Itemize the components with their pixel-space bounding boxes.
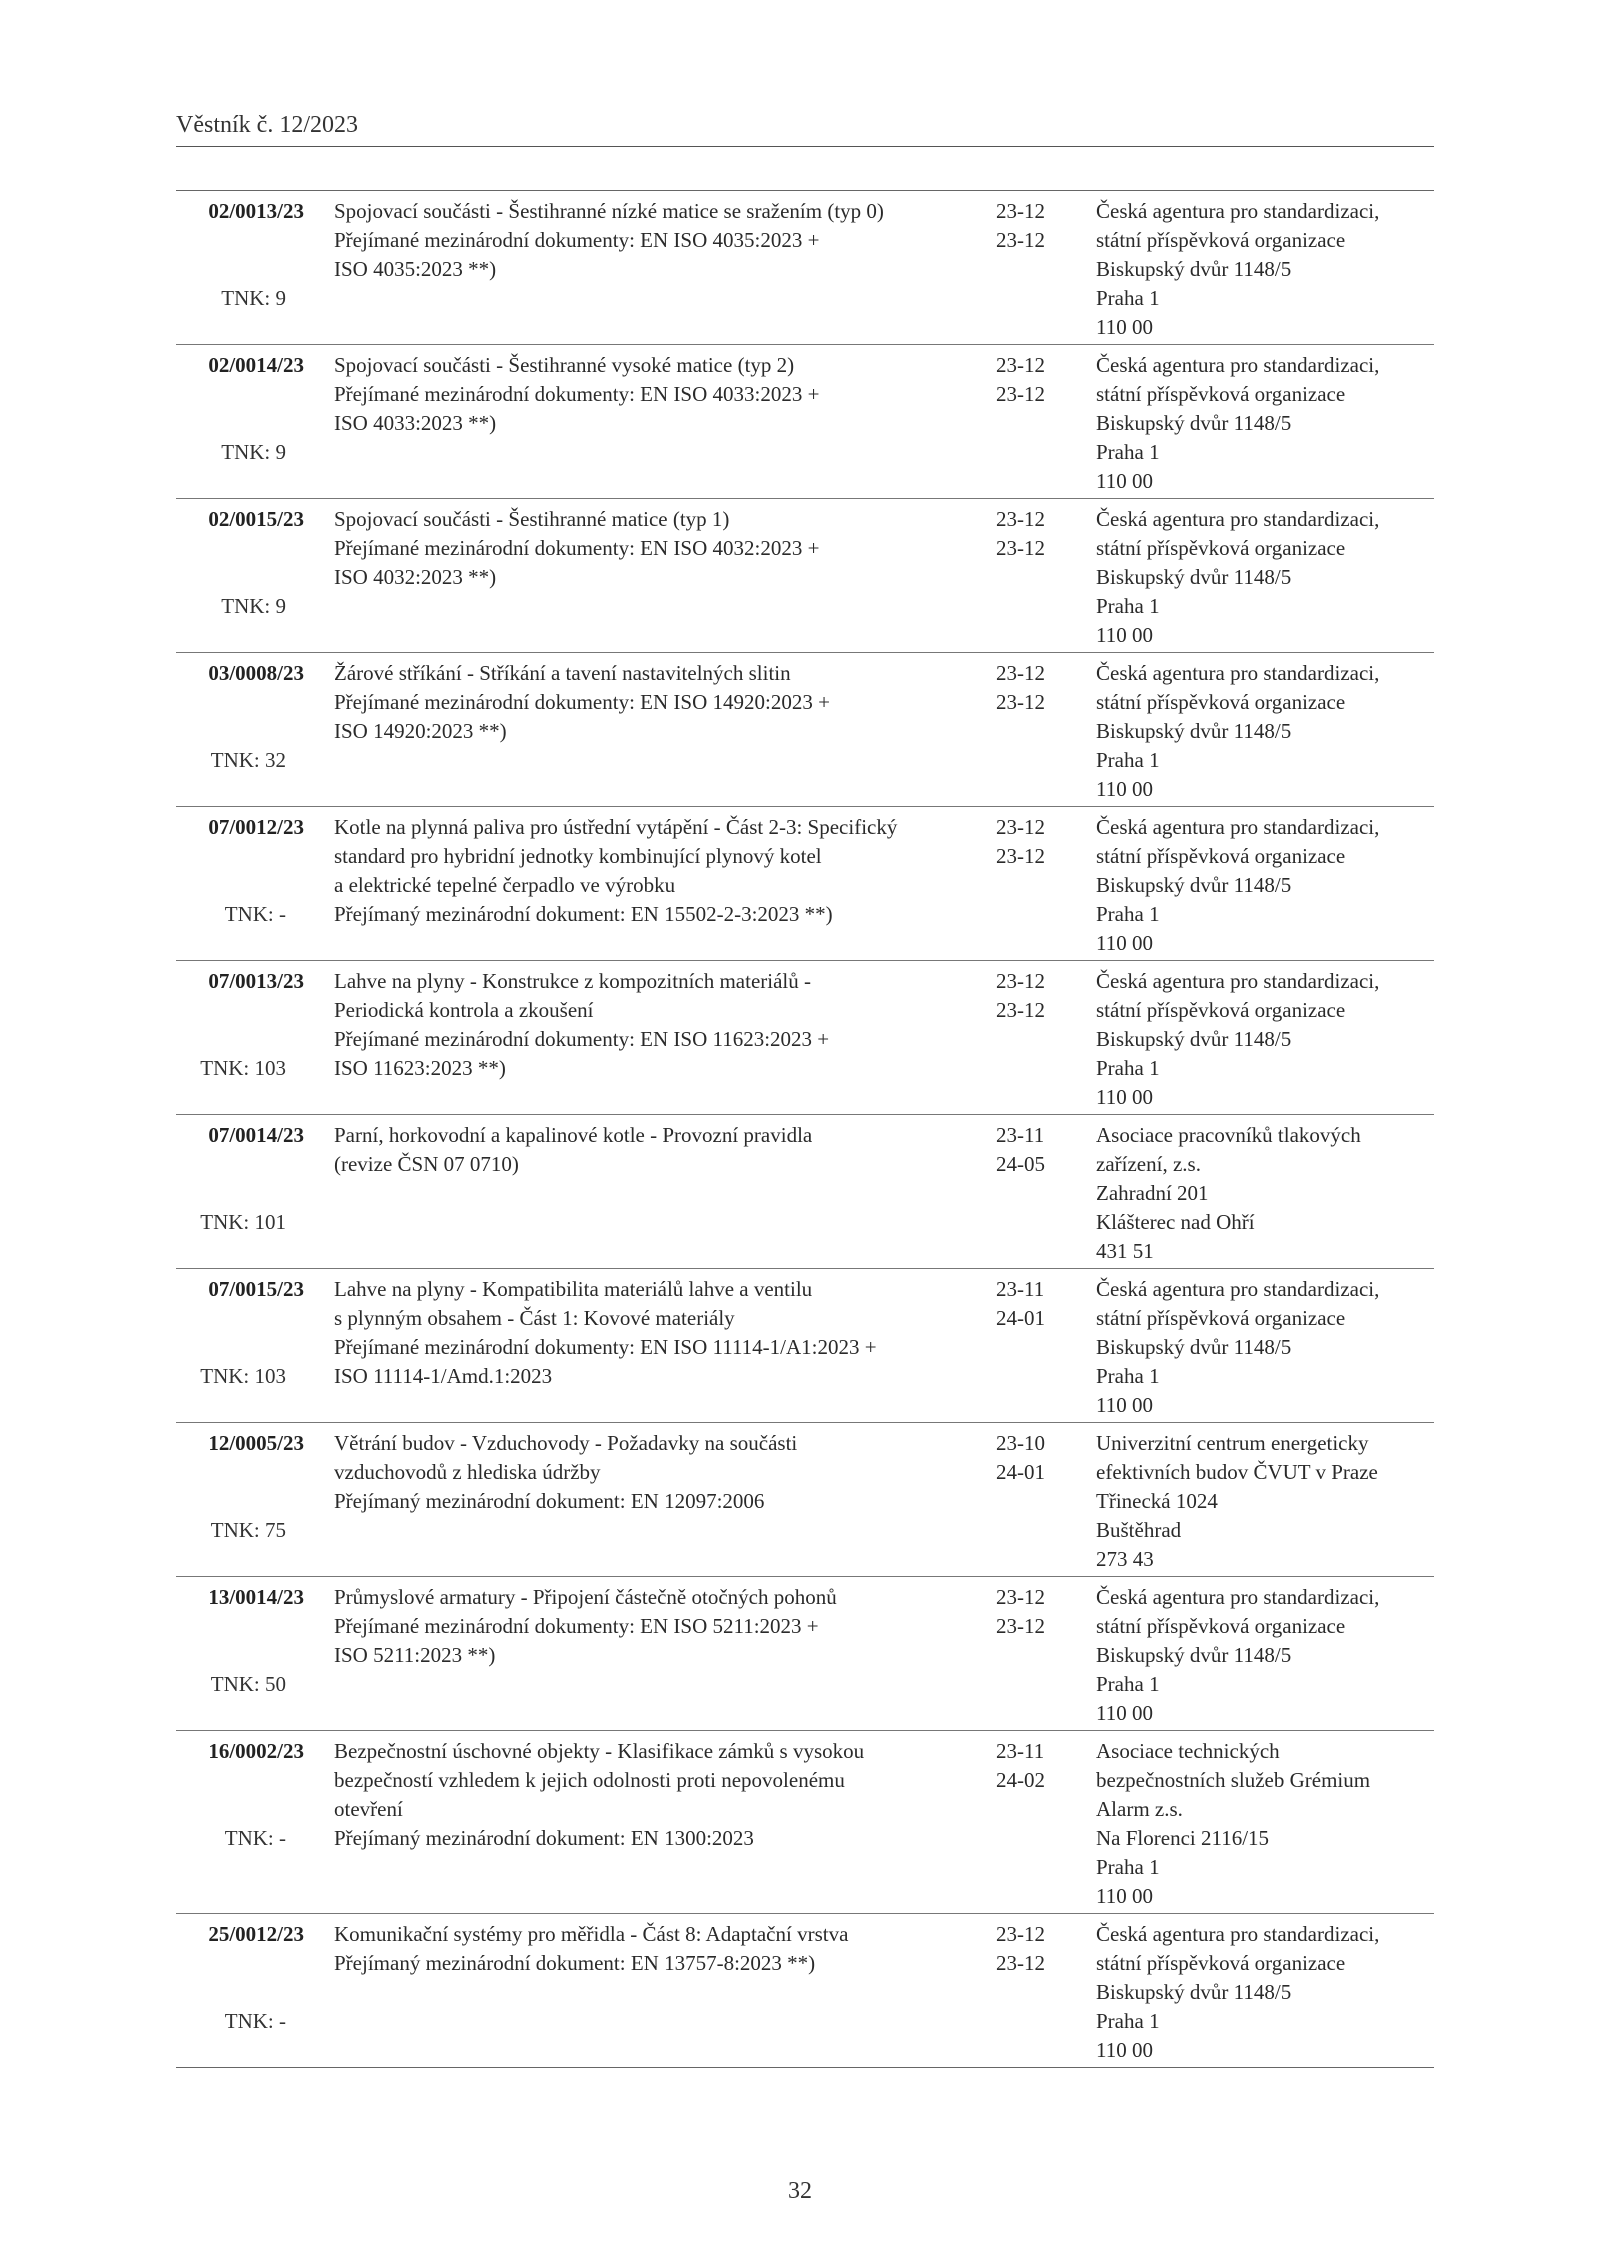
record-title-line: Průmyslové armatury - Připojení částečně otočných pohonů <box>334 1585 837 1609</box>
record-organization-line: 110 00 <box>1096 1701 1153 1725</box>
record-title <box>334 197 974 342</box>
record-date: 23-12 <box>996 1585 1045 1609</box>
page-number: 32 <box>788 2178 812 2204</box>
record-id: 02/0014/23 <box>208 353 304 377</box>
table-row <box>176 806 1434 960</box>
record-title <box>334 1583 974 1728</box>
record-organization-line: Česká agentura pro standardizaci, <box>1096 1277 1380 1301</box>
record-organization <box>1096 351 1436 496</box>
record-organization <box>1096 505 1436 650</box>
record-date: 24-01 <box>996 1460 1045 1484</box>
record-organization-line: 110 00 <box>1096 1393 1153 1417</box>
record-date: 23-12 <box>996 969 1045 993</box>
record-date: 23-12 <box>996 661 1045 685</box>
record-date: 23-11 <box>996 1277 1045 1301</box>
record-dates <box>996 1275 1066 1333</box>
record-organization-line: Zahradní 201 <box>1096 1181 1209 1205</box>
record-organization-line: 110 00 <box>1096 469 1153 493</box>
record-date: 23-12 <box>996 536 1045 560</box>
record-title-line: ISO 4032:2023 **) <box>334 565 497 589</box>
record-title <box>334 813 974 958</box>
record-organization-line: 110 00 <box>1096 2038 1153 2062</box>
record-organization-line: Praha 1 <box>1096 1364 1160 1388</box>
record-title-line: Přejímané mezinárodní dokumenty: EN ISO 5211:2023 + <box>334 1614 819 1638</box>
page-title: Věstník č. 12/2023 <box>176 112 358 138</box>
record-organization-line: Česká agentura pro standardizaci, <box>1096 199 1380 223</box>
record-organization-line: státní příspěvková organizace <box>1096 228 1346 252</box>
record-id: 13/0014/23 <box>208 1585 304 1609</box>
record-title-line: ISO 4033:2023 **) <box>334 411 497 435</box>
record-date: 23-12 <box>996 1614 1045 1638</box>
record-organization-line: bezpečnostních služeb Grémium <box>1096 1768 1371 1792</box>
record-title-line: Přejímaný mezinárodní dokument: EN 15502-2-3:2023 **) <box>334 902 833 926</box>
record-id: 07/0015/23 <box>208 1277 304 1301</box>
record-title-line: Spojovací součásti - Šestihranné vysoké matice (typ 2) <box>334 353 795 377</box>
record-title-line: ISO 4035:2023 **) <box>334 257 497 281</box>
table-row <box>176 344 1434 498</box>
record-title-line: a elektrické tepelné čerpadlo ve výrobku <box>334 873 676 897</box>
record-date: 23-12 <box>996 353 1045 377</box>
record-organization-line: Asociace pracovníků tlakových <box>1096 1123 1361 1147</box>
record-tnk: TNK: 101 <box>200 1210 286 1234</box>
table-row <box>176 1730 1434 1913</box>
record-dates <box>996 505 1066 563</box>
record-organization-line: 431 51 <box>1096 1239 1154 1263</box>
record-date: 23-12 <box>996 690 1045 714</box>
record-id: 07/0012/23 <box>208 815 304 839</box>
record-organization-line: Praha 1 <box>1096 1056 1160 1080</box>
record-title-line: Přejímané mezinárodní dokumenty: EN ISO 4035:2023 + <box>334 228 820 252</box>
record-title-line: standard pro hybridní jednotky kombinující plynový kotel <box>334 844 822 868</box>
record-organization-line: Biskupský dvůr 1148/5 <box>1096 1643 1292 1667</box>
record-organization-line: Praha 1 <box>1096 902 1160 926</box>
record-id: 07/0014/23 <box>208 1123 304 1147</box>
record-dates <box>996 813 1066 871</box>
record-date: 23-12 <box>996 507 1045 531</box>
record-title <box>334 505 974 650</box>
record-title-line: Periodická kontrola a zkoušení <box>334 998 594 1022</box>
record-organization-line: 110 00 <box>1096 931 1153 955</box>
record-organization-line: Na Florenci 2116/15 <box>1096 1826 1270 1850</box>
table-row <box>176 498 1434 652</box>
record-date: 24-01 <box>996 1306 1045 1330</box>
record-title-line: Lahve na plyny - Konstrukce z kompozitních materiálů - <box>334 969 812 993</box>
record-date: 23-12 <box>996 228 1045 252</box>
record-id: 02/0015/23 <box>208 507 304 531</box>
record-date: 23-12 <box>996 815 1045 839</box>
record-title-line: Kotle na plynná paliva pro ústřední vytápění - Část 2-3: Specifický <box>334 815 898 839</box>
record-dates <box>996 967 1066 1025</box>
record-organization-line: státní příspěvková organizace <box>1096 536 1346 560</box>
record-date: 23-12 <box>996 382 1045 406</box>
record-tnk: TNK: 103 <box>200 1364 286 1388</box>
record-tnk: TNK: 9 <box>221 286 286 310</box>
record-dates <box>996 659 1066 717</box>
record-title <box>334 1737 974 1911</box>
record-organization-line: Česká agentura pro standardizaci, <box>1096 353 1380 377</box>
record-title-line: bezpečností vzhledem k jejich odolnosti proti nepovolenému <box>334 1768 845 1792</box>
record-organization-line: Biskupský dvůr 1148/5 <box>1096 565 1292 589</box>
record-organization-line: Asociace technických <box>1096 1739 1280 1763</box>
table-row <box>176 652 1434 806</box>
record-organization-line: Česká agentura pro standardizaci, <box>1096 1585 1380 1609</box>
record-organization-line: Česká agentura pro standardizaci, <box>1096 969 1380 993</box>
record-date: 23-12 <box>996 199 1045 223</box>
record-title-line: Větrání budov - Vzduchovody - Požadavky na součásti <box>334 1431 798 1455</box>
table-row <box>176 1576 1434 1730</box>
record-id: 16/0002/23 <box>208 1739 304 1763</box>
record-organization-line: 273 43 <box>1096 1547 1154 1571</box>
record-title-line: ISO 5211:2023 **) <box>334 1643 496 1667</box>
record-organization-line: Biskupský dvůr 1148/5 <box>1096 1335 1292 1359</box>
record-organization-line: Česká agentura pro standardizaci, <box>1096 507 1380 531</box>
record-title-line: otevření <box>334 1797 403 1821</box>
record-title-line: Přejímané mezinárodní dokumenty: EN ISO 14920:2023 + <box>334 690 830 714</box>
table-row <box>176 1422 1434 1576</box>
record-organization-line: Praha 1 <box>1096 286 1160 310</box>
record-organization-line: 110 00 <box>1096 1085 1153 1109</box>
record-organization-line: Biskupský dvůr 1148/5 <box>1096 873 1292 897</box>
record-title-line: Přejímaný mezinárodní dokument: EN 13757-8:2023 **) <box>334 1951 816 1975</box>
record-date: 23-12 <box>996 1951 1045 1975</box>
record-title-line: Přejímaný mezinárodní dokument: EN 1300:2023 <box>334 1826 754 1850</box>
table-row <box>176 1268 1434 1422</box>
record-organization-line: státní příspěvková organizace <box>1096 998 1346 1022</box>
record-organization <box>1096 659 1436 804</box>
record-title-line: Spojovací součásti - Šestihranné nízké matice se sražením (typ 0) <box>334 199 884 223</box>
record-title-line: Přejímané mezinárodní dokumenty: EN ISO 11623:2023 + <box>334 1027 830 1051</box>
record-organization <box>1096 197 1436 342</box>
record-organization-line: státní příspěvková organizace <box>1096 382 1346 406</box>
table-row <box>176 960 1434 1114</box>
record-date: 23-12 <box>996 844 1045 868</box>
record-organization-line: Biskupský dvůr 1148/5 <box>1096 1980 1292 2004</box>
record-tnk: TNK: 9 <box>221 440 286 464</box>
record-tnk: TNK: - <box>224 1826 286 1850</box>
table-row <box>176 191 1434 344</box>
record-tnk: TNK: 103 <box>200 1056 286 1080</box>
record-organization-line: 110 00 <box>1096 623 1153 647</box>
record-id: 12/0005/23 <box>208 1431 304 1455</box>
record-title-line: vzduchovodů z hlediska údržby <box>334 1460 601 1484</box>
record-title <box>334 1920 974 2065</box>
record-organization-line: Praha 1 <box>1096 594 1160 618</box>
record-date: 23-11 <box>996 1739 1045 1763</box>
record-title-line: Bezpečnostní úschovné objekty - Klasifikace zámků s vysokou <box>334 1739 865 1763</box>
record-id: 02/0013/23 <box>208 199 304 223</box>
record-title-line: (revize ČSN 07 0710) <box>334 1152 519 1176</box>
record-organization-line: Biskupský dvůr 1148/5 <box>1096 411 1292 435</box>
record-tnk: TNK: - <box>224 902 286 926</box>
record-organization-line: Praha 1 <box>1096 2009 1160 2033</box>
record-organization-line: 110 00 <box>1096 777 1153 801</box>
record-organization-line: zařízení, z.s. <box>1096 1152 1201 1176</box>
record-organization-line: Biskupský dvůr 1148/5 <box>1096 257 1292 281</box>
record-title-line: Lahve na plyny - Kompatibilita materiálů lahve a ventilu <box>334 1277 813 1301</box>
record-dates <box>996 351 1066 409</box>
record-organization-line: Praha 1 <box>1096 748 1160 772</box>
record-dates <box>996 1737 1066 1795</box>
record-tnk: TNK: 75 <box>210 1518 286 1542</box>
record-organization <box>1096 1429 1436 1574</box>
record-organization-line: Klášterec nad Ohří <box>1096 1210 1255 1234</box>
record-tnk: TNK: 9 <box>221 594 286 618</box>
record-date: 24-02 <box>996 1768 1045 1792</box>
record-title <box>334 1121 974 1266</box>
record-title <box>334 1429 974 1574</box>
record-organization-line: Česká agentura pro standardizaci, <box>1096 661 1380 685</box>
record-organization <box>1096 1920 1436 2065</box>
record-organization-line: Praha 1 <box>1096 1855 1160 1879</box>
record-title-line: Komunikační systémy pro měřidla - Část 8: Adaptační vrstva <box>334 1922 849 1946</box>
standards-table <box>176 190 1434 2068</box>
record-organization-line: Praha 1 <box>1096 1672 1160 1696</box>
record-organization-line: Praha 1 <box>1096 440 1160 464</box>
record-dates <box>996 1429 1066 1487</box>
record-title-line: ISO 11114-1/Amd.1:2023 <box>334 1364 553 1388</box>
record-organization-line: Univerzitní centrum energeticky <box>1096 1431 1369 1455</box>
record-tnk: TNK: - <box>224 2009 286 2033</box>
record-organization <box>1096 813 1436 958</box>
record-organization-line: Alarm z.s. <box>1096 1797 1183 1821</box>
record-title-line: Spojovací součásti - Šestihranné matice (typ 1) <box>334 507 730 531</box>
record-organization <box>1096 1275 1436 1420</box>
record-date: 23-11 <box>996 1123 1045 1147</box>
record-organization-line: Česká agentura pro standardizaci, <box>1096 815 1380 839</box>
record-organization-line: státní příspěvková organizace <box>1096 844 1346 868</box>
record-title-line: Přejímané mezinárodní dokumenty: EN ISO 11114-1/A1:2023 + <box>334 1335 877 1359</box>
record-title-line: ISO 11623:2023 **) <box>334 1056 506 1080</box>
record-organization <box>1096 1737 1436 1911</box>
record-title-line: ISO 14920:2023 **) <box>334 719 507 743</box>
record-organization-line: Česká agentura pro standardizaci, <box>1096 1922 1380 1946</box>
record-organization-line: státní příspěvková organizace <box>1096 1951 1346 1975</box>
record-date: 23-10 <box>996 1431 1045 1455</box>
table-row <box>176 1913 1434 2067</box>
record-organization-line: efektivních budov ČVUT v Praze <box>1096 1460 1378 1484</box>
record-title <box>334 1275 974 1420</box>
record-dates <box>996 197 1066 255</box>
record-organization <box>1096 1583 1436 1728</box>
record-organization-line: Biskupský dvůr 1148/5 <box>1096 1027 1292 1051</box>
page-header <box>176 112 1434 147</box>
record-dates <box>996 1920 1066 1978</box>
record-dates <box>996 1121 1066 1179</box>
record-dates <box>996 1583 1066 1641</box>
record-title-line: s plynným obsahem - Část 1: Kovové materiály <box>334 1306 735 1330</box>
record-organization-line: 110 00 <box>1096 1884 1153 1908</box>
record-date: 24-05 <box>996 1152 1045 1176</box>
record-tnk: TNK: 32 <box>210 748 286 772</box>
record-title-line: Žárové stříkání - Stříkání a tavení nastavitelných slitin <box>334 661 791 685</box>
record-tnk: TNK: 50 <box>210 1672 286 1696</box>
record-title <box>334 659 974 804</box>
record-title-line: Přejímaný mezinárodní dokument: EN 12097:2006 <box>334 1489 765 1513</box>
record-id: 25/0012/23 <box>208 1922 304 1946</box>
record-title-line: Parní, horkovodní a kapalinové kotle - Provozní pravidla <box>334 1123 813 1147</box>
record-title <box>334 351 974 496</box>
record-organization-line: státní příspěvková organizace <box>1096 1306 1346 1330</box>
record-title-line: Přejímané mezinárodní dokumenty: EN ISO 4033:2023 + <box>334 382 820 406</box>
record-title <box>334 967 974 1112</box>
table-row <box>176 1114 1434 1268</box>
record-date: 23-12 <box>996 998 1045 1022</box>
record-organization-line: 110 00 <box>1096 315 1153 339</box>
record-date: 23-12 <box>996 1922 1045 1946</box>
record-organization-line: Třinecká 1024 <box>1096 1489 1218 1513</box>
record-id: 03/0008/23 <box>208 661 304 685</box>
record-organization <box>1096 1121 1436 1266</box>
record-organization-line: státní příspěvková organizace <box>1096 690 1346 714</box>
record-organization-line: Biskupský dvůr 1148/5 <box>1096 719 1292 743</box>
record-id: 07/0013/23 <box>208 969 304 993</box>
record-organization <box>1096 967 1436 1112</box>
record-title-line: Přejímané mezinárodní dokumenty: EN ISO 4032:2023 + <box>334 536 820 560</box>
record-organization-line: Buštěhrad <box>1096 1518 1182 1542</box>
record-organization-line: státní příspěvková organizace <box>1096 1614 1346 1638</box>
